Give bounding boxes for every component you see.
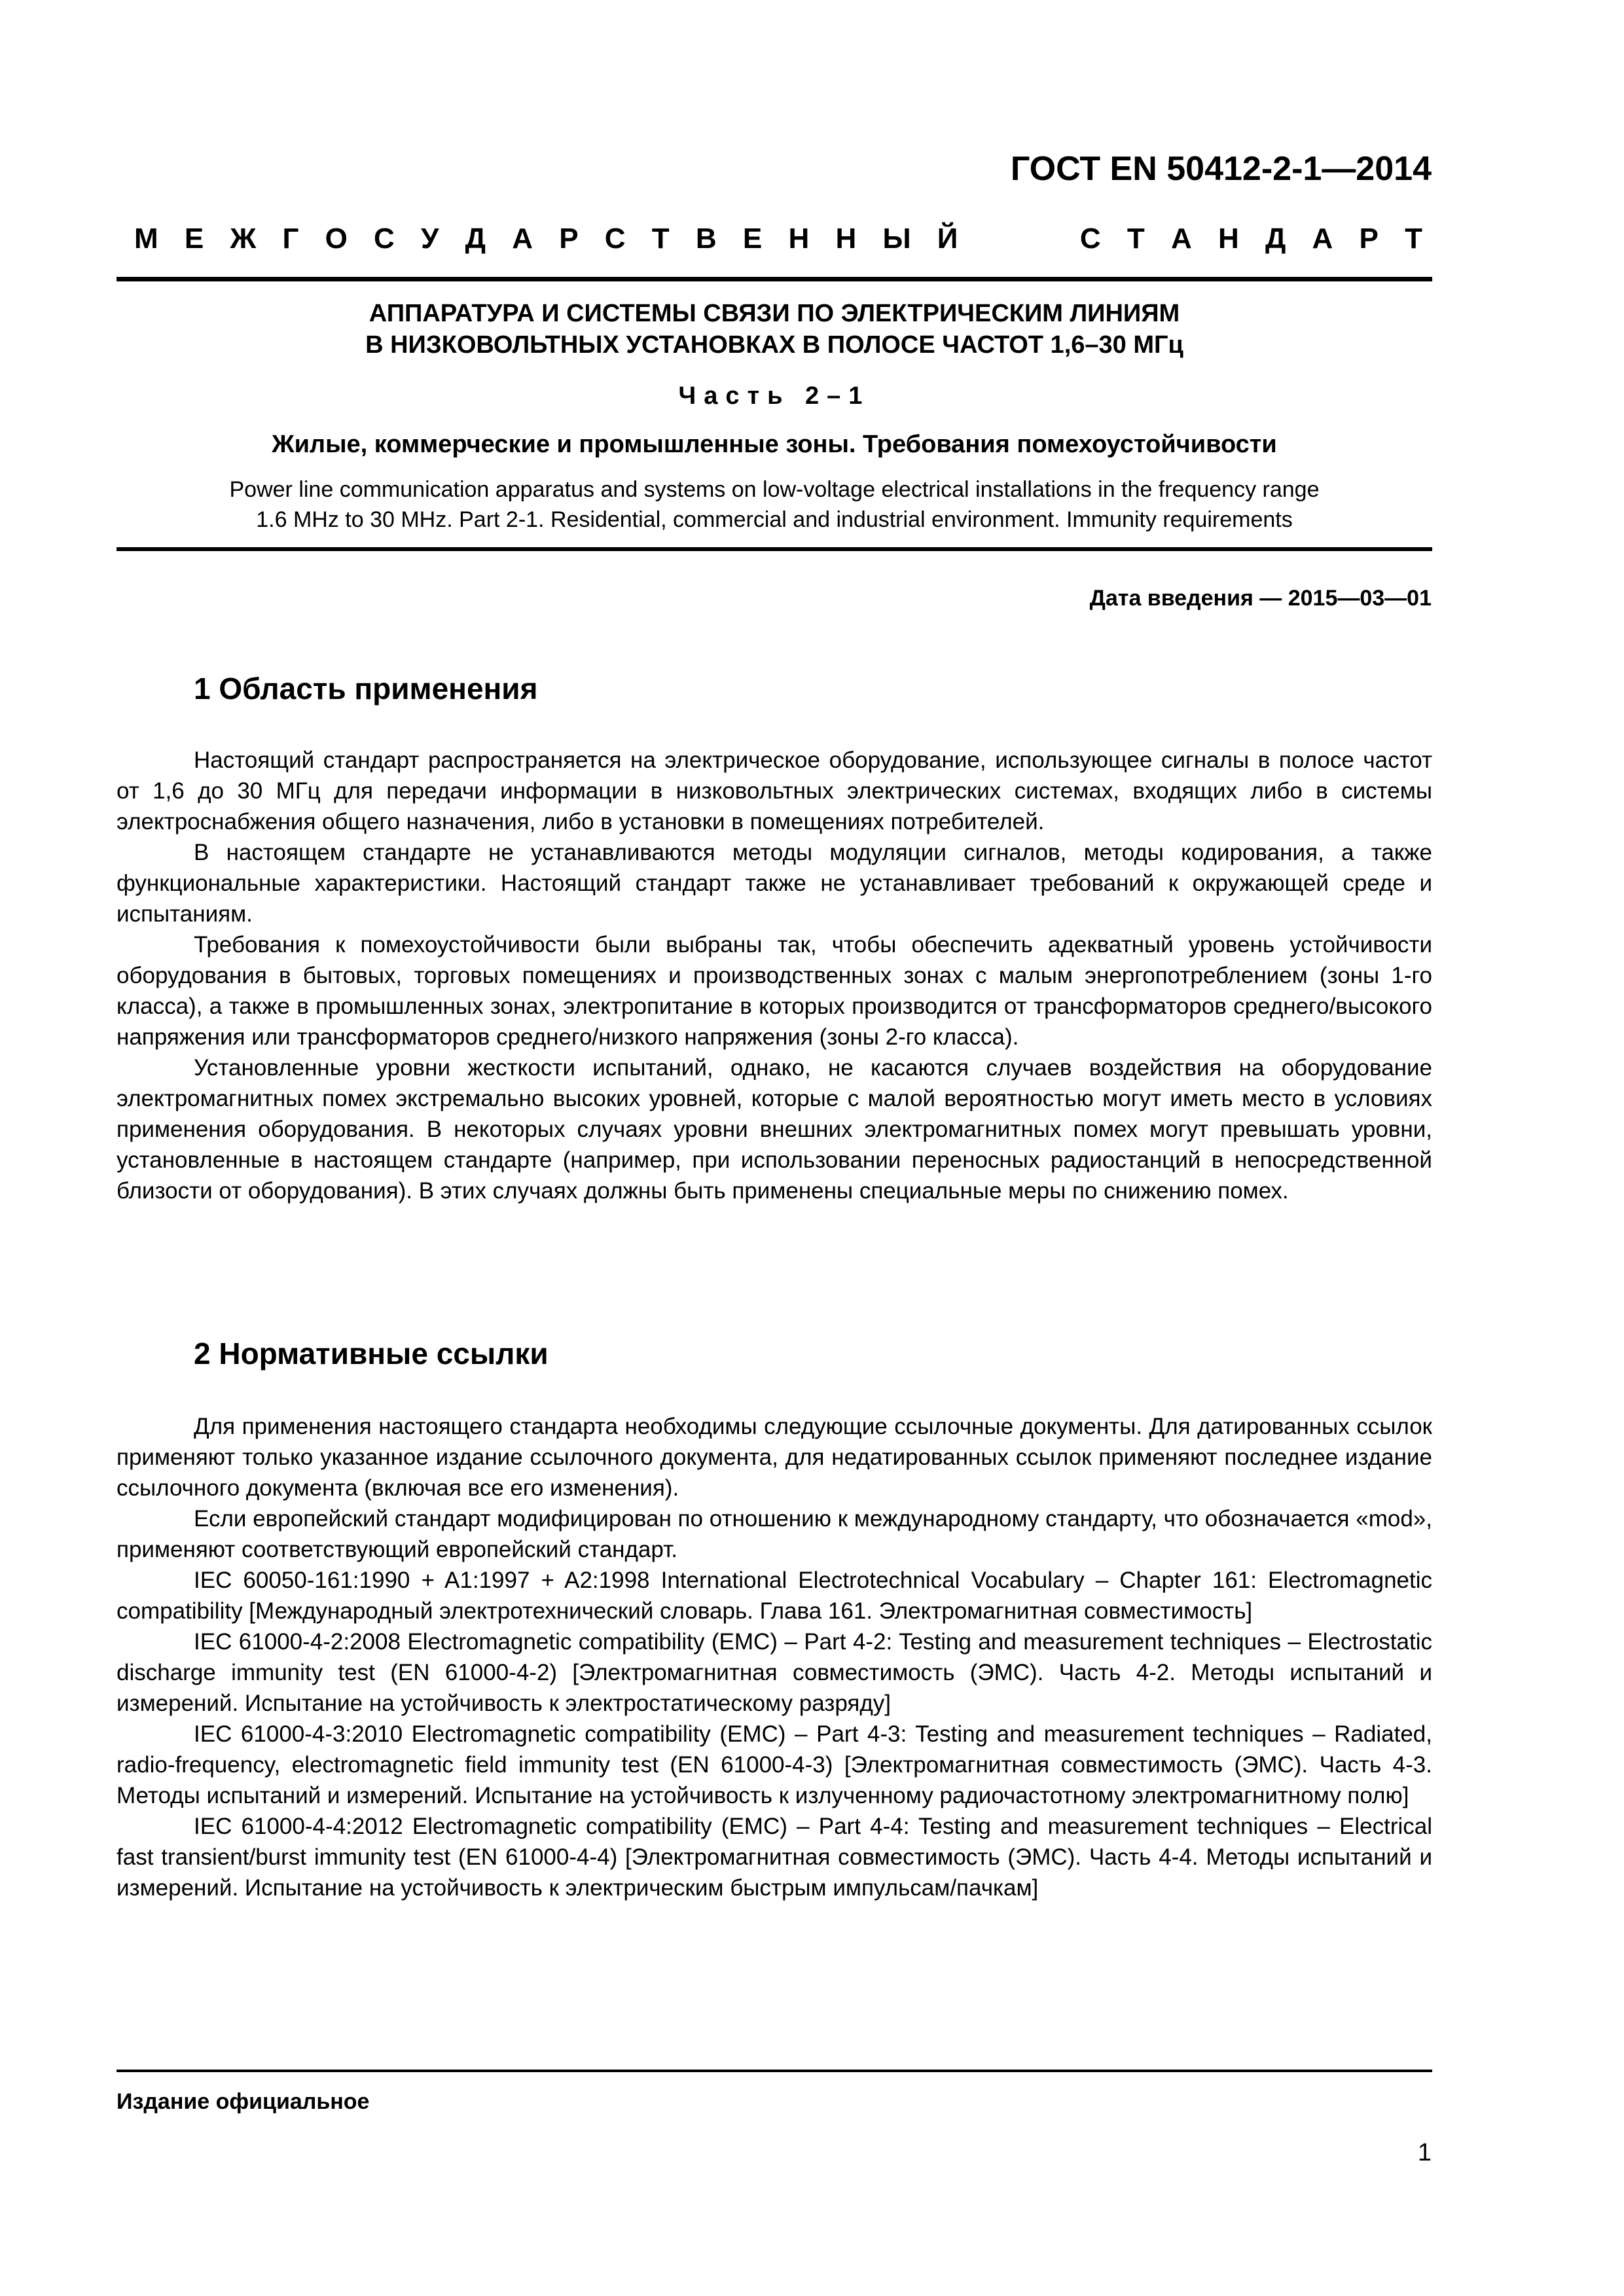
edition-label: Издание официальное	[117, 2089, 370, 2114]
english-title-line-1: Power line communication apparatus and systems on low-voltage electrical installations in the frequency range	[229, 477, 1320, 502]
paragraph: Настоящий стандарт распространяется на электрическое оборудование, использующее сигналы в полосе частот от 1,6 до 30 МГц для передачи информации в низковольтных электрических системах, входящих либо в системы электроснабжения общего назначения, либо в установки в помещениях потребителей.	[117, 747, 1432, 834]
section-normative-references	[117, 1335, 1432, 1903]
section-scope	[117, 670, 1432, 1206]
document-number: ГОСТ EN 50412-2-1—2014	[1010, 150, 1432, 188]
paragraph: В настоящем стандарте не устанавливаются методы модуляции сигналов, методы кодирования, а также функциональные характеристики. Настоящий стандарт также не устанавливает требований к окружающей среде и испытаниям.	[117, 840, 1432, 927]
top-divider	[117, 277, 1432, 281]
subtitle: Жилые, коммерческие и промышленные зоны. Требования помехоустойчивости	[272, 431, 1277, 458]
paragraph: Если европейский стандарт модифицирован по отношению к международному стандарту, что обозначается «mod», применяют соответствующий европейский стандарт.	[117, 1506, 1432, 1562]
title-line-1: АППАРАТУРА И СИСТЕМЫ СВЯЗИ ПО ЭЛЕКТРИЧЕСКИМ ЛИНИЯМ	[369, 300, 1180, 327]
title-divider	[117, 547, 1432, 551]
section-body	[117, 1411, 1432, 1903]
introduction-date: Дата введения — 2015—03—01	[1089, 586, 1432, 611]
title-line-2: В НИЗКОВОЛЬТНЫХ УСТАНОВКАХ В ПОЛОСЕ ЧАСТОТ 1,6–30 МГц	[365, 331, 1183, 359]
section-heading: 1 Область применения	[194, 672, 538, 706]
reference-entry: IEC 61000-4-3:2010 Electromagnetic compatibility (EMC) – Part 4-3: Testing and measurement techniques – Radiated, radio-frequency, electromagnetic field immunity test (EN 61000-4-3) [Электромагнитная совместимость (ЭМС). Часть 4-3. Методы испытаний и измерений. Испытание на устойчивость к излученному радиочастотному электромагнитному полю]	[117, 1721, 1432, 1808]
paragraph: Установленные уровни жесткости испытаний, однако, не касаются случаев воздействия на оборудование электромагнитных помех экстремально высоких уровней, которые с малой вероятностью могут иметь место в условиях применения оборудования. В некоторых случаях уровни внешних электромагнитных помех могут превышать уровни, установленные в настоящем стандарте (например, при использовании переносных радиостанций в непосредственной близости от оборудования). В этих случаях должны быть применены специальные меры по снижению помех.	[117, 1055, 1432, 1204]
part-label: Часть 2–1	[678, 382, 871, 410]
reference-entry: IEC 60050-161:1990 + A1:1997 + A2:1998 International Electrotechnical Vocabulary – Chapter 161: Electromagnetic compatibility [Международный электротехнический словарь. Глава 161. Электромагнитная совместимость]	[117, 1568, 1432, 1624]
footer-divider	[117, 2070, 1432, 2072]
english-title	[117, 475, 1432, 535]
paragraph: Для применения настоящего стандарта необходимы следующие ссылочные документы. Для датированных ссылок применяют только указанное издание ссылочного документа, для недатированных ссылок применяют последнее издание ссылочного документа (включая все его изменения).	[117, 1414, 1432, 1501]
standard-type-right: С Т А Н Д А Р Т	[1079, 223, 1432, 255]
english-title-line-2: 1.6 MHz to 30 MHz. Part 2-1. Residential, commercial and industrial environment. Immunity requirements	[256, 507, 1293, 532]
reference-entry: IEC 61000-4-2:2008 Electromagnetic compatibility (EMC) – Part 4-2: Testing and measurement techniques – Electrostatic discharge immunity test (EN 61000-4-2) [Электромагнитная совместимость (ЭМС). Часть 4-2. Методы испытаний и измерений. Испытание на устойчивость к электростатическому разряду]	[117, 1629, 1432, 1716]
standard-type-banner	[134, 223, 1432, 255]
section-heading: 2 Нормативные ссылки	[194, 1336, 549, 1371]
standard-type-left: М Е Ж Г О С У Д А Р С Т В Е Н Н Ы Й	[134, 223, 967, 255]
title-block	[117, 298, 1432, 535]
page-number: 1	[1417, 2139, 1432, 2166]
section-body	[117, 745, 1432, 1206]
paragraph: Требования к помехоустойчивости были выбраны так, чтобы обеспечить адекватный уровень устойчивости оборудования в бытовых, торговых помещениях и производственных зонах с малым энергопотреблением (зоны 1-го класса), а также в промышленных зонах, электропитание в которых производится от трансформаторов среднего/высокого напряжения или трансформаторов среднего/низкого напряжения (зоны 2-го класса).	[117, 932, 1432, 1050]
reference-entry: IEC 61000-4-4:2012 Electromagnetic compatibility (EMC) – Part 4-4: Testing and measurement techniques – Electrical fast transient/burst immunity test (EN 61000-4-4) [Электромагнитная совместимость (ЭМС). Часть 4-4. Методы испытаний и измерений. Испытание на устойчивость к электрическим быстрым импульсам/пачкам]	[117, 1814, 1432, 1901]
